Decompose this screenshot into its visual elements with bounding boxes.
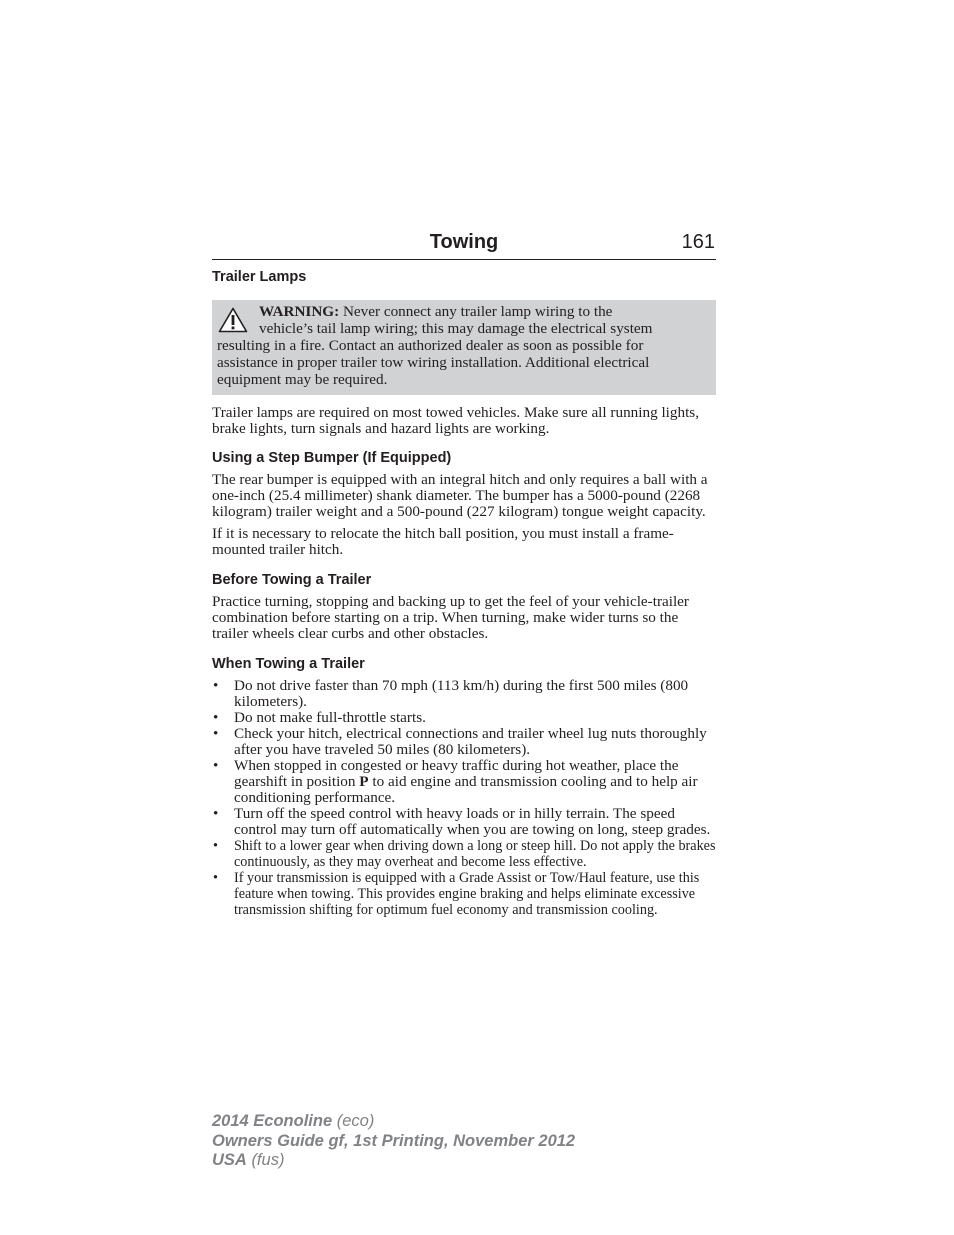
footer-market: USA (fus): [212, 1151, 285, 1169]
warning-text: WARNING: Never connect any trailer lamp wiring to the vehicle’s tail lamp wiring; this may damage the electrical system resulting in a fire. Contact an authorized dealer as soon as possible for assistance in proper trailer tow wiring installation. Additional electrical equipment may be required.: [217, 303, 653, 388]
list-item: • If your transmission is equipped with a Grade Assist or Tow/Haul feature, use this feature when towing. This provides engine braking and helps eliminate excessive transmission shifting for optimum fuel economy and transmission cooling.: [212, 870, 716, 918]
list-item: • When stopped in congested or heavy traffic during hot weather, place the gearshift in position P to aid engine and transmission cooling and to help air conditioning performance.: [212, 758, 716, 806]
list-item: • Shift to a lower gear when driving down a long or steep hill. Do not apply the brakes continuously, as they may overheat and become less effective.: [212, 838, 716, 870]
warning-triangle-icon: [218, 307, 248, 333]
page-footer: [212, 1112, 575, 1171]
heading-before-towing: Before Towing a Trailer: [212, 572, 372, 588]
list-item: • Turn off the speed control with heavy loads or in hilly terrain. The speed control may turn off automatically when you are towing on long, steep grades.: [212, 806, 716, 838]
paragraph-trailer-lamps: Trailer lamps are required on most towed vehicles. Make sure all running lights, brake lights, turn signals and hazard lights are working.: [212, 404, 700, 437]
warning-label: WARNING:: [259, 303, 340, 320]
paragraph-step-bumper-2: If it is necessary to relocate the hitch ball position, you must install a frame-mounted trailer hitch.: [212, 525, 674, 558]
towing-tips-list: [212, 678, 716, 918]
paragraph-step-bumper-1: The rear bumper is equipped with an integral hitch and only requires a ball with a one-inch (25.4 millimeter) shank diameter. The bumper has a 5000-pound (2268 kilogram) trailer weight and a 500-pound (227 kilogram) tongue weight capacity.: [212, 471, 708, 520]
heading-step-bumper: Using a Step Bumper (If Equipped): [212, 450, 452, 466]
list-item: • Check your hitch, electrical connections and trailer wheel lug nuts thoroughly after you have traveled 50 miles (80 kilometers).: [212, 726, 716, 758]
gear-position-p: P: [359, 773, 369, 790]
paragraph-before-towing: Practice turning, stopping and backing up to get the feel of your vehicle-trailer combination before starting on a trip. When turning, make wider turns so the trailer wheels clear curbs and other obstacles.: [212, 593, 689, 642]
list-item: • Do not make full-throttle starts.: [212, 710, 716, 726]
manual-page: [212, 228, 716, 918]
footer-model: 2014 Econoline (eco): [212, 1112, 375, 1130]
warning-box: [212, 300, 716, 395]
footer-guide: Owners Guide gf, 1st Printing, November 2012: [212, 1131, 576, 1150]
chapter-title: Towing: [429, 231, 499, 253]
list-item: • Do not drive faster than 70 mph (113 km/h) during the first 500 miles (800 kilometers).: [212, 678, 716, 710]
page-number: 161: [681, 231, 715, 253]
heading-trailer-lamps: Trailer Lamps: [212, 269, 307, 285]
page-header: [212, 228, 716, 260]
heading-when-towing: When Towing a Trailer: [212, 656, 365, 672]
